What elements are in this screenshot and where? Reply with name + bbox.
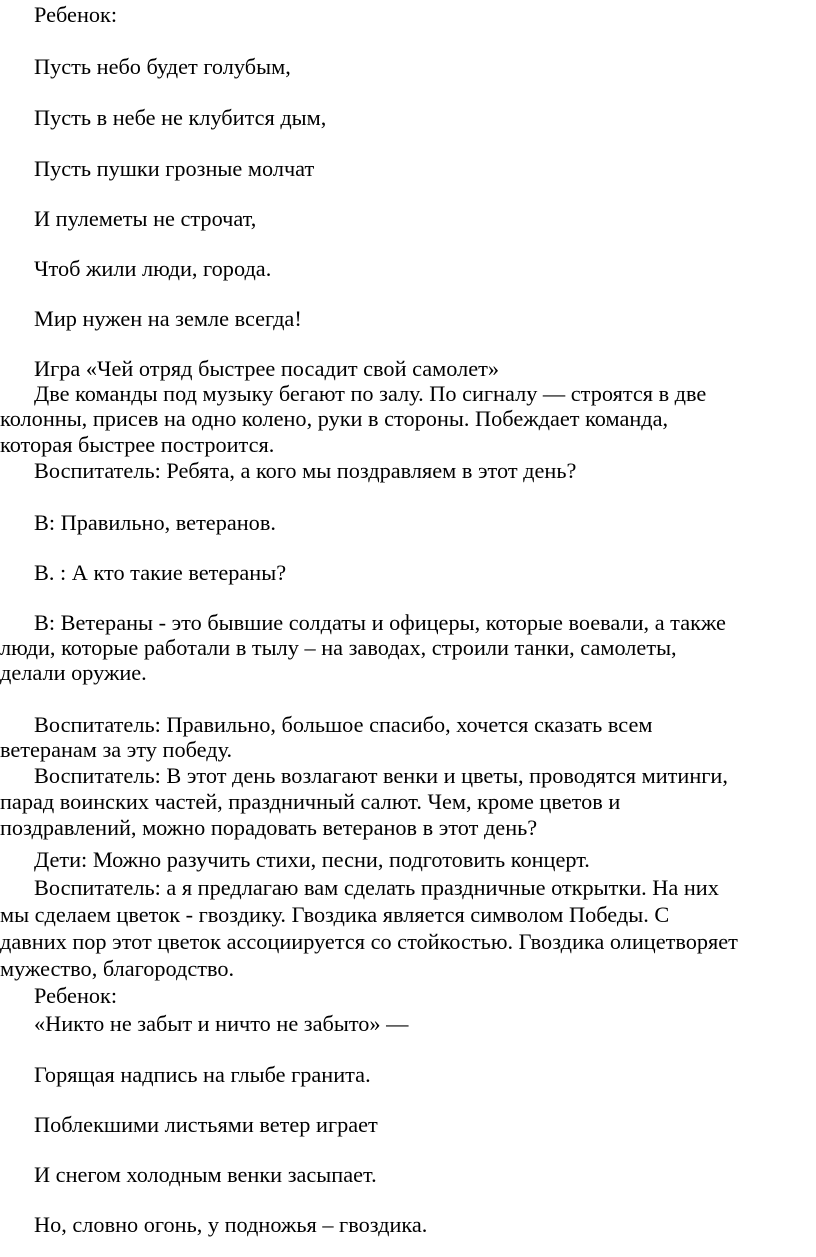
text-line: ветеранам за эту победу. <box>0 737 233 762</box>
poem-line: Мир нужен на земле всегда! <box>34 306 302 331</box>
poem-line: И пулеметы не строчат, <box>34 206 257 231</box>
text-line: которая быстрее построится. <box>0 432 275 457</box>
dialogue-line: Воспитатель: а я предлагаю вам сделать праздничные открытки. На них <box>34 875 719 900</box>
dialogue-line: Воспитатель: Правильно, большое спасибо, хочется сказать всем <box>34 712 653 737</box>
text-line: поздравлений, можно порадовать ветеранов в этот день? <box>0 815 538 840</box>
poem-line: Горящая надпись на глыбе гранита. <box>34 1062 371 1087</box>
text-line: давних пор этот цветок ассоциируется со стойкостью. Гвоздика олицетворяет <box>0 929 738 954</box>
text-line: мужество, благородство. <box>0 956 235 981</box>
speaker-child-label: Ребенок: <box>34 983 118 1008</box>
poem-line: Пусть в небе не клубится дым, <box>34 105 327 130</box>
dialogue-line: Воспитатель: Ребята, а кого мы поздравляем в этот день? <box>34 458 577 483</box>
dialogue-line: В: Ветераны - это бывшие солдаты и офицеры, которые воевали, а также <box>34 610 726 635</box>
game-title: Игра «Чей отряд быстрее посадит свой самолет» <box>34 356 500 381</box>
dialogue-line: В. : А кто такие ветераны? <box>34 560 287 585</box>
poem-line: «Никто не забыт и ничто не забыто» — <box>34 1011 409 1036</box>
poem-line: Но, словно огонь, у подножья – гвоздика. <box>34 1212 428 1237</box>
text-line: мы сделаем цветок - гвоздику. Гвоздика является символом Победы. С <box>0 902 670 927</box>
poem-line: И снегом холодным венки засыпает. <box>34 1162 377 1187</box>
text-line: люди, которые работали в тылу – на заводах, строили танки, самолеты, <box>0 635 677 660</box>
text-line: делали оружие. <box>0 660 147 685</box>
dialogue-line: Дети: Можно разучить стихи, песни, подготовить концерт. <box>34 847 590 872</box>
poem-line: Пусть пушки грозные молчат <box>34 156 315 181</box>
text-line: Две команды под музыку бегают по залу. По сигналу — строятся в две <box>34 381 707 406</box>
speaker-child-label: Ребенок: <box>34 2 118 27</box>
poem-line: Поблекшими листьями ветер играет <box>34 1112 378 1137</box>
dialogue-line: Воспитатель: В этот день возлагают венки и цветы, проводятся митинги, <box>34 763 728 788</box>
text-line: парад воинских частей, праздничный салют. Чем, кроме цветов и <box>0 789 621 814</box>
poem-line: Пусть небо будет голубым, <box>34 54 291 79</box>
poem-line: Чтоб жили люди, города. <box>34 256 272 281</box>
text-line: колонны, присев на одно колено, руки в стороны. Побеждает команда, <box>0 406 669 431</box>
dialogue-line: В: Правильно, ветеранов. <box>34 510 276 535</box>
